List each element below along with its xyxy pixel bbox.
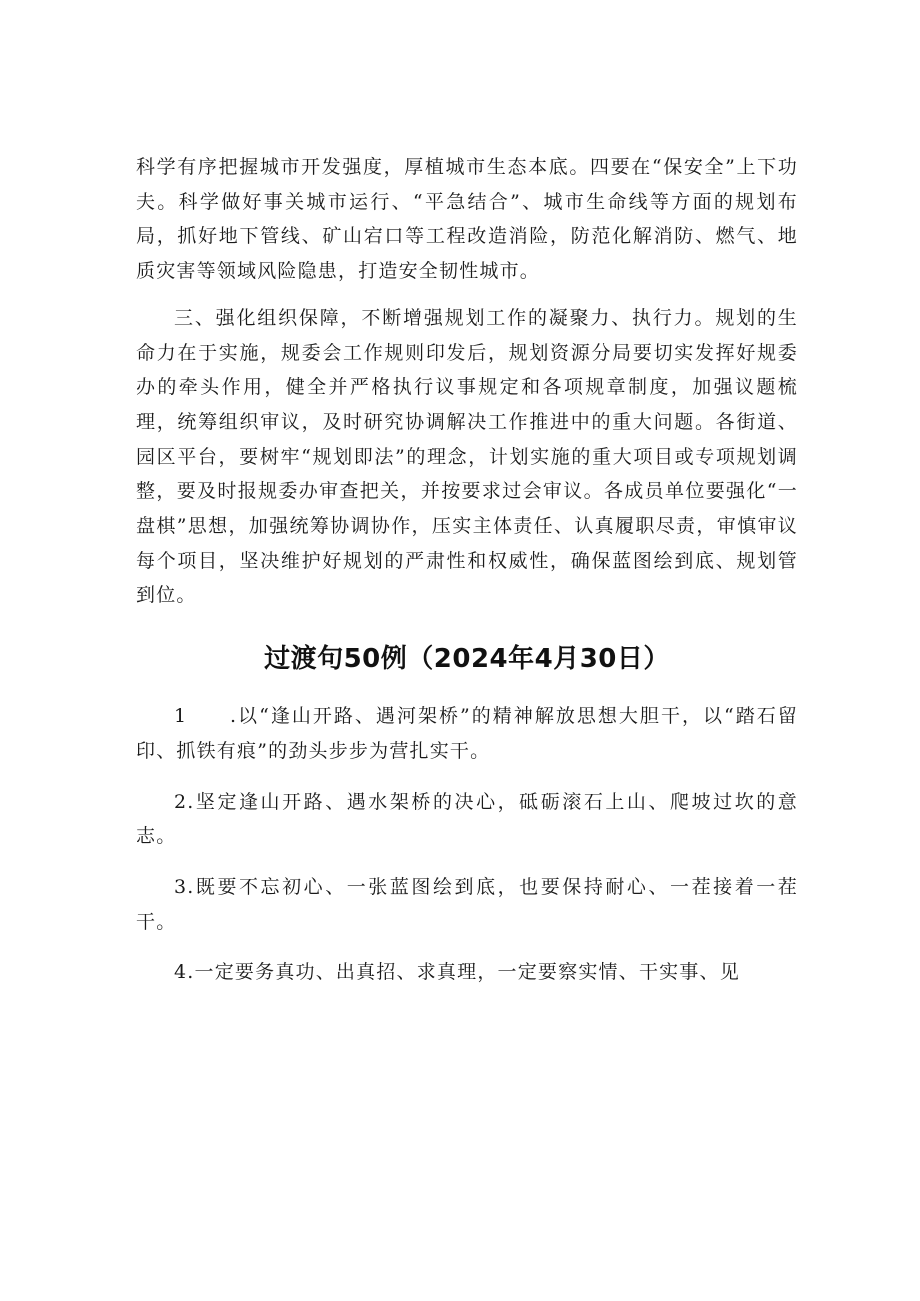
list-item (136, 870, 798, 939)
list-item-number: 4 (174, 961, 188, 984)
list-item (136, 785, 798, 854)
paragraph-section-three: 三、强化组织保障，不断增强规划工作的凝聚力、执行力。规划的生命力在于实施，规委会工作规则印发后，规划资源分局要切实发挥好规委办的牵头作用，健全并严格执行议事规定和各项规章制度，加强议题梳理，统筹组织审议，及时研究协调解决工作推进中的重大问题。各街道、园区平台，要树牢“规划即法”的理念，计划实施的重大项目或专项规划调整，要及时报规委办审查把关，并按要求过会审议。各成员单位要强化“一盘棋”思想，加强统筹协调协作，压实主体责任、认真履职尽责，审慎审议每个项目，坚决维护好规划的严肃性和权威性，确保蓝图绘到底、规划管到位。 (136, 306, 798, 607)
list-item-number: 1 (174, 705, 188, 728)
list-item-text: .以“逢山开路、遇河架桥”的精神解放思想大胆干，以“踏石留印、抓铁有痕”的劲头步步为营扎实干。 (136, 705, 798, 762)
paragraph-continued: 科学有序把握城市开发强度，厚植城市生态本底。四要在“保安全”上下功夫。科学做好事关城市运行、“平急结合”、城市生命线等方面的规划布局，抓好地下管线、矿山宕口等工程改造消险，防范化解消防、燃气、地质灾害等领域风险隐患，打造安全韧性城市。 (136, 156, 798, 283)
list-item (136, 955, 798, 990)
list-item-text: .坚定逢山开路、遇水架桥的决心，砥砺滚石上山、爬坡过坎的意志。 (136, 790, 798, 848)
list-item-number: 3 (174, 875, 188, 898)
document-body (136, 150, 798, 1006)
list-item-number: 2 (174, 790, 188, 813)
list-item-text: .一定要务真功、出真招、求真理，一定要察实情、干实事、见 (187, 961, 740, 984)
list-item (136, 699, 798, 768)
section-title: 过渡句50例（2024年4月30日） (264, 644, 670, 675)
list-item-text: .既要不忘初心、一张蓝图绘到底，也要保持耐心、一茬接着一茬干。 (136, 875, 798, 933)
